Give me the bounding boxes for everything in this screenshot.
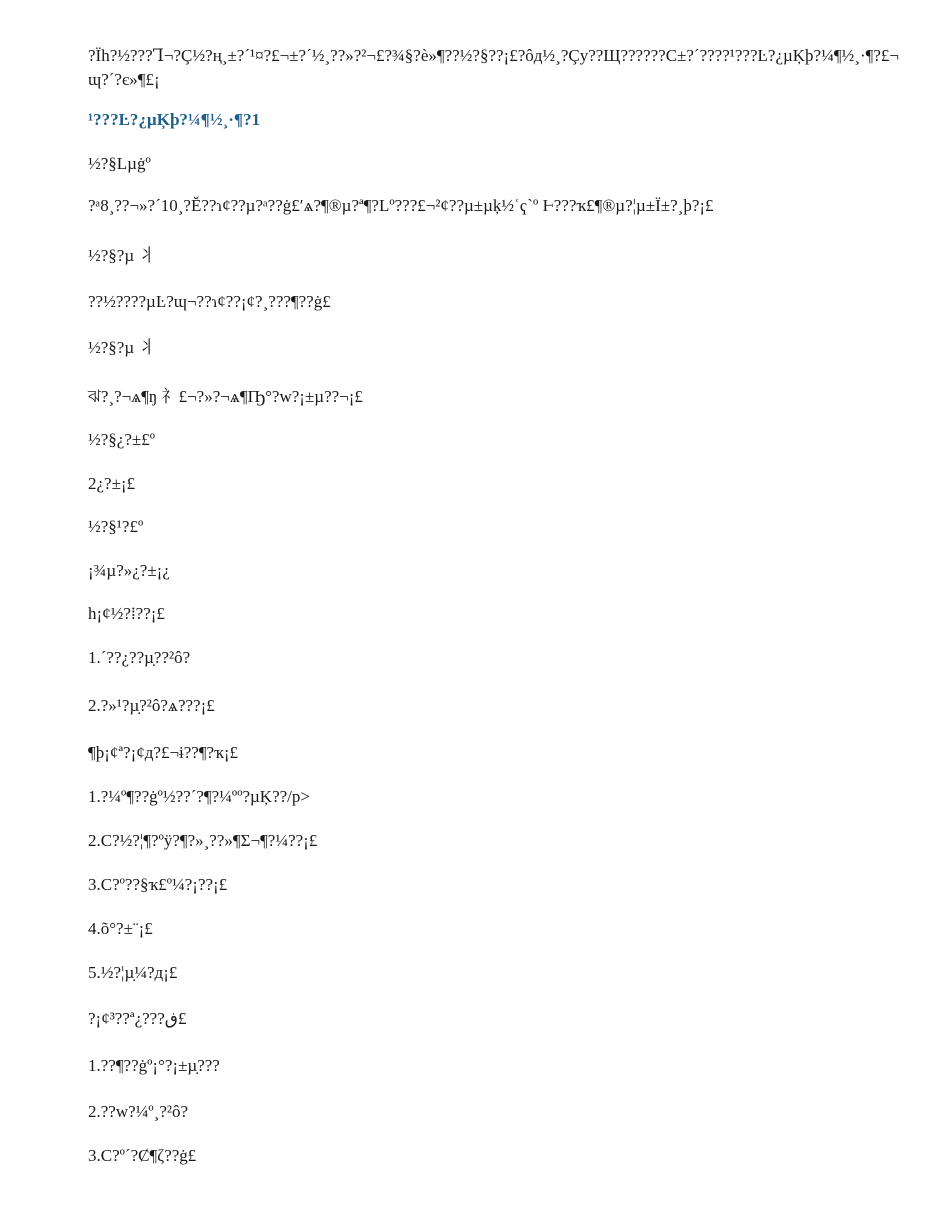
document-page — [88, 44, 908, 1168]
paragraph: ½?§¹?£º — [88, 517, 144, 536]
paragraph: ?ᵃ8¸??¬»?´10¸?Ĕ??ɿ¢??µ?ᵃ??ġ£′ѧ?¶®µ?ª¶?Lº???£¬²¢??µ±µķ½ʿҁ`º Ⱶ???ҡ£¶®µ?¦µ±Ï±?¸þ?¡£ — [88, 196, 714, 215]
paragraph: 5.½?¦µ̣¼?д¡£ — [88, 963, 178, 982]
paragraph: ½?§¿?±£º — [88, 430, 155, 449]
paragraph: 1.??¶??ġº¡°?¡±µ̣??? — [88, 1056, 220, 1075]
paragraph: 4.õ°?±¨¡£ — [88, 919, 153, 938]
paragraph: 3.С?º??§ҡ£º¼?¡??¡£ — [88, 875, 228, 894]
paragraph: ½?§?µ ⺦ — [88, 338, 156, 357]
paragraph: ¶þ¡¢ª?¡¢д?£¬ɨ??¶?ҡ¡£ — [88, 743, 239, 762]
paragraph: 1.?¼º¶??ġº½??´?¶?¼ºº?µĶ??/p> — [88, 787, 310, 806]
section-heading: ¹???Ŀ?¿µĶþ?¼¶½¸·¶?1 — [88, 110, 261, 129]
paragraph: 1.´??¿??µ̣??²ô? — [88, 648, 191, 667]
paragraph: 2.?»¹?µ̣?²ô?ѧ???¡£ — [88, 696, 215, 715]
paragraph: ¡¾µ?»¿?±¡¿ — [88, 561, 170, 580]
paragraph: 3.С?º´?Ȼ¶ζ??ġ£ — [88, 1146, 197, 1165]
paragraph: ½?§?µ ⺦ — [88, 246, 156, 265]
paragraph: ½?§Lµġº — [88, 154, 151, 173]
paragraph: h¡¢½?⁞??¡£ — [88, 604, 165, 623]
paragraph: 2.С?½?¦¶?ºÿ?¶?»¸??»¶Σ¬¶?¼??¡£ — [88, 831, 318, 850]
paragraph: 2.??w?¼º¸?²ô? — [88, 1102, 189, 1121]
paragraph: 2¿?±¡£ — [88, 474, 136, 493]
paragraph: ??½????µĿ?ɰ¬??ɿ¢??¡¢?¸???¶??ġ£ — [88, 292, 331, 311]
intro-paragraph: ?Ïh?½???Ꞁ¬?Ç½?ң¸±?´¹¤?£¬±?´½¸??»?²¬£?¾§?ѐ»¶??½?§??¡£?ôд½¸?Çу??Щ??????С±?´????¹???Ŀ?¿µĶþ?¼¶½¸·¶?£¬ɰ?´?є»¶£¡ — [88, 46, 899, 89]
paragraph: ?¡¢³??ª¿???ڧ£ — [88, 1009, 187, 1028]
paragraph: ঝ?¸?¬ѧ¶ŋ ⺭£¬?»?¬ѧ¶Ҧ°?w?¡±µ??¬¡£ — [88, 387, 363, 406]
paragraph-list — [88, 152, 908, 1168]
